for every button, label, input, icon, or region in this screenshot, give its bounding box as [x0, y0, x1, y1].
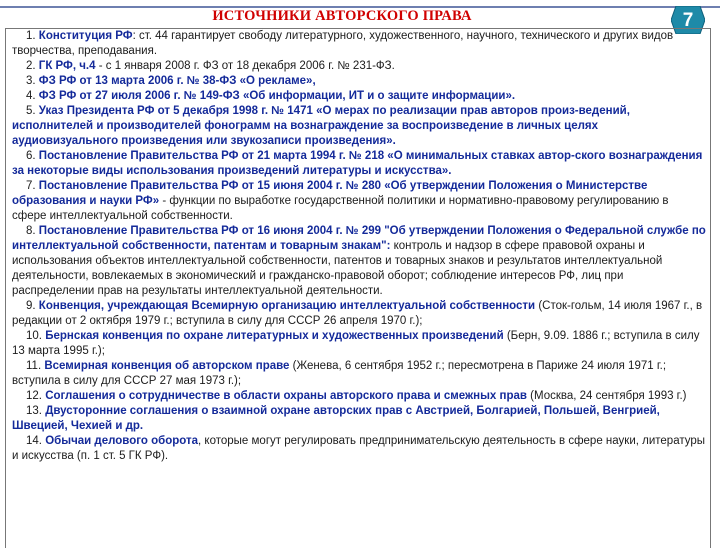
- page-number: 7: [682, 10, 694, 31]
- item-text: (Москва, 24 сентября 1993 г.): [526, 390, 687, 402]
- sources-list: [5, 28, 711, 548]
- item-text: - с 1 января 2008 г. ФЗ от 18 декабря 2006 г. № 231-ФЗ.: [95, 60, 395, 72]
- item-title: Постановление Правительства РФ от 21 марта 1994 г. № 218 «О минимальных ставках автор-ского вознаграждения за некоторые виды использования произведений литературы и искусства».: [12, 150, 703, 177]
- item-title: ФЗ РФ от 13 марта 2006 г. № 38-ФЗ «О рекламе»,: [38, 75, 316, 87]
- item-number: 3.: [26, 75, 36, 87]
- item-number: 14.: [26, 435, 42, 447]
- item-title: Бернская конвенция по охране литературных и художественных произведений: [45, 330, 504, 342]
- item-title: ФЗ РФ от 27 июля 2006 г. № 149-ФЗ «Об информации, ИТ и о защите информации».: [38, 90, 516, 102]
- item-number: 7.: [26, 180, 36, 192]
- item-title: Соглашения о сотрудничестве в области охраны авторского права и смежных прав: [45, 390, 527, 402]
- list-item: [12, 74, 706, 89]
- item-number: 2.: [26, 60, 36, 72]
- list-item: [12, 404, 706, 434]
- item-title: Постановление Правительства РФ от 16 июня 2004 г. № 299 "Об утверждении Положения о Федеральной службе по интеллектуальной собственности, патентам и товарным знакам":: [12, 225, 706, 252]
- item-number: 9.: [26, 300, 36, 312]
- list-item: [12, 389, 706, 404]
- list-item: [12, 329, 706, 359]
- list-item: [12, 59, 706, 74]
- item-text: : ст. 44 гарантирует свободу литературного, художественного, научного, технического и других видов творчества, преподавания.: [12, 30, 674, 57]
- item-number: 8.: [26, 225, 36, 237]
- item-number: 13.: [26, 405, 42, 417]
- item-title: Двусторонние соглашения о взаимной охране авторских прав с Австрией, Болгарией, Польшей, Венгрией, Швецией, Чехией и др.: [12, 405, 660, 432]
- item-text: контроль и надзор в сфере правовой охраны и использования объектов интеллектуальной собственности, патентов и товарных знаков и результатов интеллектуальной деятельности, вовлекаемых в экономический и гражданско-правовой оборот; соблюдение интересов РФ, лиц при распределении прав на результаты интеллектуальной деятельности.: [12, 240, 663, 297]
- item-number: 12.: [26, 390, 42, 402]
- item-text: (Берн, 9.09. 1886 г.; вступила в силу 13 марта 1995 г.);: [12, 330, 700, 357]
- list-item: [12, 299, 706, 329]
- item-text: (Женева, 6 сентября 1952 г.; пересмотрена в Париже 24 июля 1971 г.; вступила в силу для СССР 27 мая 1973 г.);: [12, 360, 667, 387]
- item-title: Конвенция, учреждающая Всемирную организацию интеллектуальной собственности: [38, 300, 536, 312]
- item-title: Конституция РФ: [38, 30, 133, 42]
- slide-title: ИСТОЧНИКИ АВТОРСКОГО ПРАВА: [212, 8, 472, 24]
- item-number: 10.: [26, 330, 42, 342]
- list-item: [12, 149, 706, 179]
- list-item: [12, 104, 706, 149]
- list-item: [12, 89, 706, 104]
- item-title: Указ Президента РФ от 5 декабря 1998 г. № 1471 «О мерах по реализации прав авторов произ-ведений, исполнителей и производителей фонограмм на вознаграждение за воспроизведение в личных целях аудиовизуального произведения или звукозаписи произведения».: [12, 105, 630, 147]
- list-item: [12, 224, 706, 299]
- item-number: 11.: [26, 360, 42, 372]
- item-title: Постановление Правительства РФ от 15 июня 2004 г. № 280 «Об утверждении Положения о Министерстве образования и науки РФ»: [12, 180, 648, 207]
- item-text: , которые могут регулировать предпринимательскую деятельность в сфере науки, литературы и искусства (п. 1 ст. 5 ГК РФ).: [12, 435, 706, 462]
- item-title: Всемирная конвенция об авторском праве: [44, 360, 290, 372]
- item-number: 1.: [26, 30, 36, 42]
- list-item: [12, 359, 706, 389]
- list-item: [12, 434, 706, 464]
- item-number: 4.: [26, 90, 36, 102]
- item-number: 5.: [26, 105, 36, 117]
- list-item: [12, 179, 706, 224]
- item-title: Обычаи делового оборота: [45, 435, 199, 447]
- item-text: (Сток-гольм, 14 июля 1967 г., в редакции от 2 октября 1979 г.; вступила в силу для СССР 26 апреля 1970 г.);: [12, 300, 703, 327]
- item-number: 6.: [26, 150, 36, 162]
- list-item: [12, 29, 706, 59]
- item-text: - функции по выработке государственной политики и нормативно-правовому регулированию в сфере интеллектуальной собственности.: [12, 195, 669, 222]
- item-title: ГК РФ, ч.4: [38, 60, 96, 72]
